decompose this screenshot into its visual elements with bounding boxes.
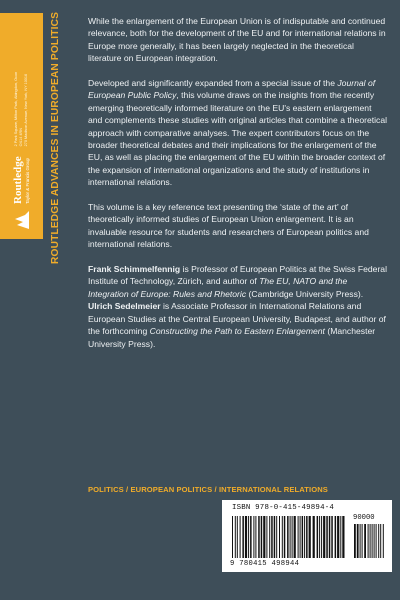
barcode-addon-bar <box>368 524 369 558</box>
barcode-bar <box>300 516 301 558</box>
barcode-addon-bar <box>383 524 384 558</box>
author-1-text-2: (Cambridge University Press). <box>246 288 364 299</box>
barcode-addon-bar <box>354 524 356 558</box>
publisher-logo-panel <box>0 13 43 239</box>
barcode-bar <box>290 516 291 558</box>
barcode-bar <box>323 516 325 558</box>
barcode-bar <box>245 516 247 558</box>
barcode-bar <box>331 516 333 558</box>
series-title-wrap <box>46 11 66 264</box>
author-2-book: Constructing the Path to Eastern Enlargement <box>149 326 325 337</box>
author-1-text-1: is Professor of European Politics at the Swiss Federal Institute of Technology, Zürich, and author of <box>88 264 387 287</box>
barcode-bar <box>255 516 256 558</box>
barcode-bar <box>294 516 296 558</box>
author-2-text-2: (Manchester University Press). <box>88 326 376 349</box>
barcode-bar <box>263 516 265 558</box>
barcode-bar <box>248 516 249 558</box>
author-bios <box>88 263 388 350</box>
barcode-addon-bar <box>380 524 381 558</box>
publisher-logo-rotated <box>0 13 43 239</box>
publisher-address-line-2: 270 Madison Avenue, New York, NY 10016 <box>23 73 28 147</box>
barcode-bar <box>340 516 341 558</box>
barcode-addon-bar <box>376 524 377 558</box>
publisher-address-line-1: 2 Park Square, Milton Park, Abingdon, Oxon OX14 4RN <box>14 71 24 147</box>
barcode-bar <box>271 516 273 558</box>
barcode-bar <box>279 516 280 558</box>
barcode-bar <box>284 516 286 558</box>
series-title: ROUTLEDGE ADVANCES IN EUROPEAN POLITICS <box>50 11 61 264</box>
routledge-logo-icon <box>13 209 31 231</box>
barcode-bar <box>329 516 331 558</box>
publisher-group: Taylor & Francis Group <box>24 157 30 204</box>
barcode-addon-bar <box>364 524 366 558</box>
barcode-bar <box>266 516 267 558</box>
barcode-bar <box>235 516 236 558</box>
publisher-name: Routledge <box>11 156 24 204</box>
barcode-digits: 9 780415 498944 <box>230 560 300 568</box>
barcode-bar <box>326 516 328 558</box>
barcode-bar <box>335 516 337 558</box>
barcode-addon: 90000 <box>353 514 375 522</box>
barcode-bar <box>321 516 322 558</box>
barcode-bar <box>282 516 283 558</box>
barcode-bar <box>309 516 311 558</box>
barcode-bar <box>287 516 289 558</box>
author-2-text-1: is Associate Professor in International Relations and European Studies at the Central European University, Budapest, and author of the forthcoming <box>88 301 386 337</box>
barcode-bar <box>337 516 339 558</box>
publisher-name-block <box>13 156 31 204</box>
journal-title: Journal of European Public Policy <box>88 78 376 101</box>
barcode-bar <box>306 516 308 558</box>
barcode-bar <box>276 516 277 558</box>
barcode-bar <box>319 516 320 558</box>
barcode-bar <box>261 516 263 558</box>
barcode-bar <box>240 516 241 558</box>
publisher-address <box>14 68 28 146</box>
blurb-paragraph-2 <box>88 77 388 189</box>
blurb-p2-end: , this volume draws on the insights from the recently emerging theoretically informed literature on the EU's eastern enlargement and complements these studies with original articles that combine a theoretical approach with comparative analyses. The expert contributors focus on the broader theoretical debates and their implications for the enlargement of the EU, as well as placing the enlargement of the EU within the broader context of the expansion of international organizations and the study of institutions in international relations. <box>88 90 388 188</box>
barcode-bar <box>302 516 304 558</box>
barcode-bar <box>304 516 305 558</box>
barcode-bar <box>250 516 252 558</box>
author-2-name: Ulrich Sedelmeier <box>88 301 161 312</box>
barcode-addon-bar <box>360 524 361 558</box>
blurb-paragraph-3: This volume is a key reference text presenting the ‘state of the art’ of theoretically informed studies of European Union enlargement. It is an invaluable resource for students and researchers of European politics and international relations. <box>88 202 369 250</box>
barcode-bar <box>253 516 254 558</box>
barcode-bar <box>269 516 270 558</box>
author-1-name: Frank Schimmelfennig <box>88 264 181 275</box>
barcode-addon-bar <box>370 524 371 558</box>
barcode-bar <box>258 516 260 558</box>
barcode-bar <box>292 516 293 558</box>
barcode-panel <box>222 500 392 572</box>
barcode-addon-bar <box>374 524 375 558</box>
barcode-addon-bar <box>362 524 363 558</box>
barcode-addon-bar <box>357 524 359 558</box>
barcode-bar <box>313 516 315 558</box>
barcode-addon-bar <box>372 524 373 558</box>
subject-categories: POLITICS / EUROPEAN POLITICS / INTERNATIONAL RELATIONS <box>88 485 328 494</box>
barcode-addon-bar <box>378 524 379 558</box>
barcode-bar <box>317 516 319 558</box>
barcode-bar <box>274 516 276 558</box>
blurb-column <box>88 15 388 362</box>
barcode-bar <box>298 516 299 558</box>
isbn-label: ISBN 978-0-415-49894-4 <box>232 504 334 512</box>
barcode-bar <box>342 516 344 558</box>
blurb-paragraph-1: While the enlargement of the European Union is of indisputable and continued relevance, both for the development of the EU and for international relations in Europe more generally, it has been largely neglected in the theoretical literature on European integration. <box>88 16 386 64</box>
author-1-book: The EU, NATO and the Integration of Europe: Rules and Rhetoric <box>88 276 348 299</box>
blurb-p2-start: Developed and significantly expanded from a special issue of the <box>88 78 338 89</box>
barcode-bar <box>237 516 238 558</box>
barcode-bar <box>242 516 244 558</box>
barcode-bar <box>232 516 233 558</box>
